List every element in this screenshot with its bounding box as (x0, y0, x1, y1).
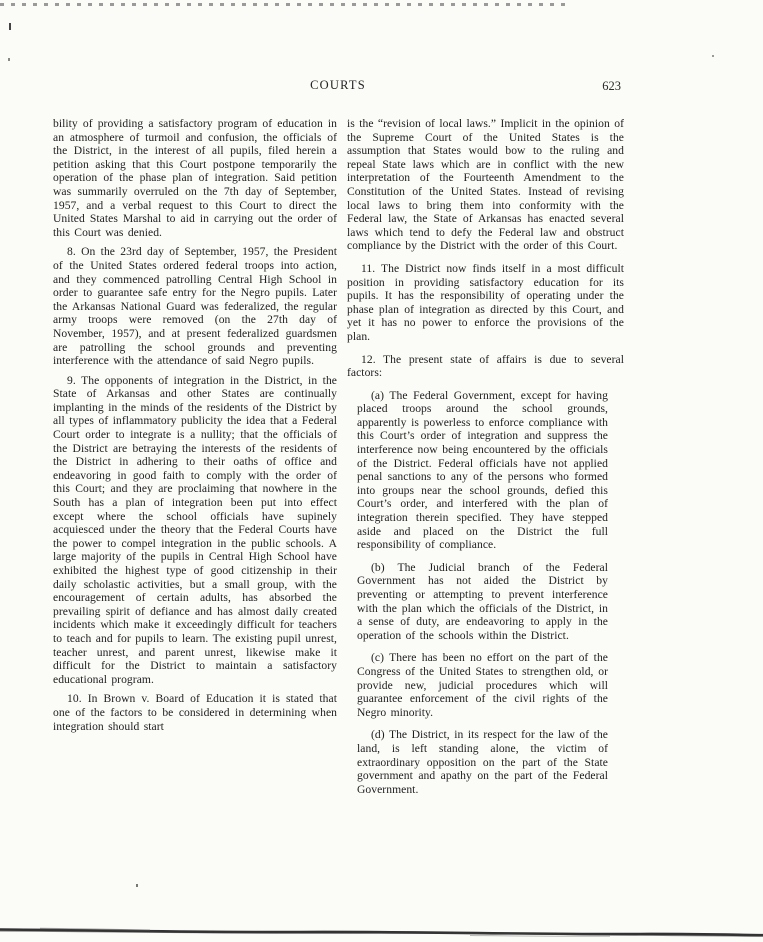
right-text-column (347, 117, 624, 805)
page-header (53, 78, 623, 94)
paragraph-12c: (c) There has been no effort on the part of the Congress of the United States to strengthen old, or provide new, judicial procedures which will guarantee enforcement of the civil rights of the Negro minority. (357, 651, 608, 719)
page-number: 623 (602, 79, 621, 93)
scan-speck (9, 23, 11, 30)
paragraph-9: 9. The opponents of integration in the District, in the State of Arkansas and other States are continually implanting in the minds of the residents of the District by all types of inflammatory publicity the idea that a Federal Court order to integrate is a nullity; that the officials of the District are betraying the interests of the residents of the District in adhering to their oaths of office and endeavoring in good faith to comply with the order of this Court; and they are proclaiming that nowhere in the South has a plan of integration been put into effect except where the school officials have supinely acquiesced under the theory that the Federal Courts have the power to compel integration in the public schools. A large majority of the pupils in Central High School have exhibited the highest type of good citizenship in their daily scholastic activities, but a small group, with the encouragement of certain adults, has absorbed the prevailing spirit of defiance and has almost daily created incidents which make it exceedingly difficult for teachers to teach and for pupils to learn. The existing pupil unrest, teacher unrest, and parent unrest, likewise make it difficult for the District to maintain a satisfactory educational program. (53, 373, 337, 686)
scan-artifact-line (0, 921, 763, 939)
paragraph-continuation: bility of providing a satisfactory program of education in an atmosphere of turmoil and confusion, the officials of the District, in the interest of all pupils, filed herein a petition asking that this Court postpone temporarily the operation of the phase plan of integration. Said petition was summarily overruled on the 7th day of September, 1957, and a verbal request to this Court to direct the United States Marshal to aid in carrying out the order of this Court was denied. (53, 117, 337, 239)
paragraph-continuation: is the “revision of local laws.” Implicit in the opinion of the Supreme Court of the United States is the assumption that States would bow to the ruling and repeal State laws which are in conflict with the new interpretation of the Fourteenth Amendment to the Constitution of the United States. Instead of revising local laws to bring them into conformity with the Federal law, the State of Arkansas has enacted several laws which tend to defy the Federal law and obstruct compliance by the District with the order of this Court. (347, 117, 624, 253)
paragraph-11: 11. The District now finds itself in a most difficult position in providing satisfactory education for its pupils. It has the responsibility of operating under the phase plan of integration as directed by this Court, and yet it has no power to enforce the provisions of the plan. (347, 261, 624, 343)
scan-speck (712, 55, 714, 57)
paragraph-12d: (d) The District, in its respect for the law of the land, is left standing alone, the victim of extraordinary opposition on the part of the State government and apathy on the part of the Federal Government. (357, 728, 608, 796)
paragraph-12b: (b) The Judicial branch of the Federal Government has not aided the District by preventing or attempting to prevent interference with the plan which the officials of the District, in a sense of duty, are endeavoring to apply in the operation of the schools within the District. (357, 560, 608, 642)
scan-speck (8, 58, 10, 61)
paragraph-12: 12. The present state of affairs is due to several factors: (347, 352, 624, 380)
paragraph-8: 8. On the 23rd day of September, 1957, the President of the United States ordered federal troops into action, and they commenced patrolling Central High School in order to guarantee safe entry for the Negro pupils. Later the Arkansas National Guard was federalized, the regular army troops were removed (on the 27th day of November, 1957), and at present federalized guardsmen are patrolling the school grounds and preventing interference with the attendance of said Negro pupils. (53, 245, 337, 368)
paragraph-12a: (a) The Federal Government, except for having placed troops around the school grounds, apparently is powerless to enforce compliance with this Court’s order of integration and suppress the interference now being encountered by the officials of the District. Federal officials have not applied penal sanctions to any of the persons who formed into groups near the school grounds, defied this Court’s order, and interfered with the plan of integration therein specified. They have stepped aside and placed on the District the full responsibility of compliance. (357, 388, 608, 552)
left-text-column (53, 117, 337, 739)
dotted-border-line (0, 3, 566, 6)
running-head-title: COURTS (310, 78, 366, 92)
scan-speck (136, 884, 138, 887)
paragraph-10: 10. In Brown v. Board of Education it is stated that one of the factors to be considered in determining when integration should start (53, 692, 337, 733)
